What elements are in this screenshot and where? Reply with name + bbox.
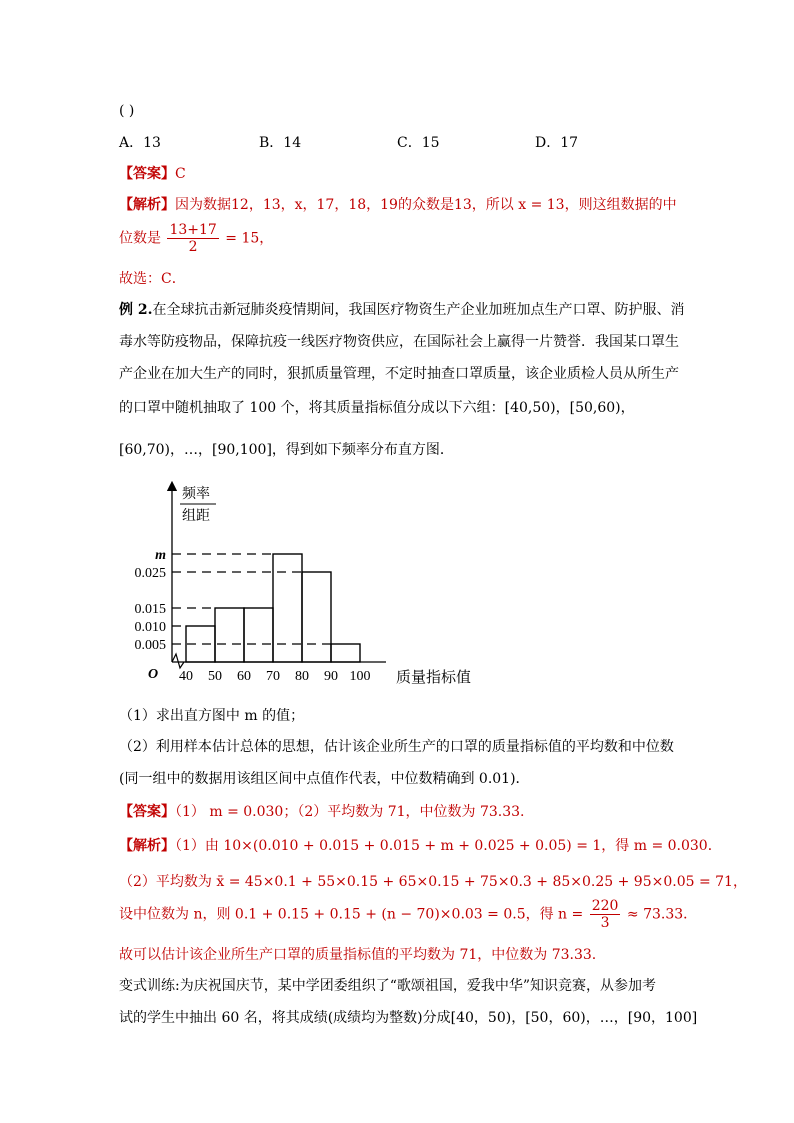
answer-1	[119, 164, 679, 184]
x-tick-label: 100	[349, 669, 371, 684]
y-tick-label: 0.005	[134, 638, 166, 653]
answer-2-text: （1） m = 0.030；（2）平均数为 71，中位数为 73.33.	[175, 804, 525, 820]
answer-value: C	[175, 166, 186, 182]
answer-2-tag: 【答案】	[119, 804, 175, 820]
fraction-numerator: 13+17	[169, 222, 217, 238]
answer-2	[119, 802, 679, 822]
axis-break-icon	[172, 654, 184, 668]
analysis-2-tag: 【解析】	[119, 838, 175, 854]
option-a: A．13	[119, 135, 161, 151]
y-label-bottom: 组距	[182, 509, 210, 524]
x-tick-label: 90	[324, 669, 338, 684]
y-label-top: 频率	[182, 487, 210, 502]
y-tick-label: 0.010	[134, 620, 166, 635]
analysis-1-line2	[119, 222, 679, 262]
example-text: 在全球抗击新冠肺炎疫情期间，我国医疗物资生产企业加班加点生产口罩、防护服、消	[152, 302, 685, 318]
example-2-p3: 产企业在加大生产的同时，狠抓质量管理，不定时抽查口罩质量，该企业质检人员从所生产	[119, 366, 679, 382]
analysis-text: 因为数据12，13，x，17，18，19的众数是13，所以 x = 13，则这组数据的中	[175, 197, 677, 213]
subquestion-2-line1: （2）利用样本估计总体的思想，估计该企业所生产的口罩的质量指标值的平均数和中位数	[119, 739, 674, 755]
frequency-histogram	[120, 478, 500, 690]
example-2-p1	[119, 300, 685, 320]
ticks-group	[135, 548, 371, 684]
option-c: C．15	[397, 135, 440, 151]
option-b: B．14	[259, 135, 302, 151]
histogram-bar-6	[331, 644, 360, 662]
analysis-median-suffix: = 15，	[225, 230, 274, 247]
question-paren: ( )	[119, 103, 135, 119]
bars-group	[186, 554, 360, 662]
analysis-tag: 【解析】	[119, 197, 175, 213]
x-tick-label: 80	[295, 669, 309, 684]
conclusion-1: 故选：C．	[119, 271, 186, 287]
x-tick-label: 60	[237, 669, 251, 684]
option-d: D．17	[535, 135, 579, 151]
analysis-2-line1	[119, 836, 722, 856]
analysis-2-line3-prefix: 设中位数为 n，则 0.1 + 0.15 + 0.15 + (n − 70)×0.03 = 0.5，得 n =	[119, 906, 584, 923]
example-2-p4: 的口罩中随机抽取了 100 个，将其质量指标值分成以下六组：[40,50)，[50,60)，	[119, 400, 635, 416]
analysis-2-line3	[119, 898, 698, 940]
histogram-bar-2	[215, 608, 244, 662]
x-tick-label: 40	[179, 669, 193, 684]
fraction-numerator: 220	[591, 898, 619, 914]
histogram-bar-4	[273, 554, 302, 662]
analysis-2-line2: （2）平均数为 x̄ = 45×0.1 + 55×0.15 + 65×0.15 + 75×0.3 + 85×0.25 + 95×0.05 = 71，	[119, 874, 747, 890]
example-2-p2: 毒水等防疫物品，保障抗疫一线医疗物资供应，在国际社会上赢得一片赞誉．我国某口罩生	[119, 334, 679, 350]
y-tick-label: m	[155, 548, 166, 563]
analysis-1-line1	[119, 195, 679, 215]
analysis-median-prefix: 位数是	[119, 230, 161, 247]
example-label: 例 2.	[119, 302, 153, 318]
example-2-p5: [60,70)，…，[90,100]，得到如下频率分布直方图．	[119, 442, 454, 458]
options-row	[119, 133, 679, 153]
x-tick-label: 50	[208, 669, 222, 684]
analysis-2-line3-suffix: ≈ 73.33．	[626, 906, 698, 923]
fraction-denominator: 2	[188, 239, 198, 255]
variant-line2: 试的学生中抽出 60 名，将其成绩(成绩均为整数)分成[40，50)，[50，60)，…，[90，100]	[119, 1010, 698, 1026]
histogram-bar-5	[302, 572, 331, 662]
answer-tag: 【答案】	[119, 166, 175, 182]
median-fraction	[167, 222, 218, 255]
subquestion-2-line2: (同一组中的数据用该组区间中点值作代表，中位数精确到 0.01)．	[119, 771, 530, 787]
y-tick-label: 0.025	[134, 566, 166, 581]
analysis-2-text: （1）由 10×(0.010 + 0.015 + 0.015 + m + 0.025 + 0.05) = 1，得 m = 0.030．	[175, 838, 722, 854]
subquestion-1: （1）求出直方图中 m 的值；	[119, 708, 305, 724]
conclusion-2: 故可以估计该企业所生产口罩的质量指标值的平均数为 71，中位数为 73.33.	[119, 947, 597, 963]
y-tick-label: 0.015	[134, 602, 166, 617]
fraction-denominator: 3	[600, 915, 610, 931]
variant-line1: 变式训练:为庆祝国庆节，某中学团委组织了“歌颂祖国，爱我中华”知识竞赛，从参加考	[119, 978, 657, 994]
origin-label: O	[148, 667, 159, 682]
x-axis-label: 质量指标值	[396, 670, 472, 686]
x-tick-label: 70	[266, 669, 280, 684]
median-n-fraction	[590, 898, 621, 931]
histogram-bar-3	[244, 608, 273, 662]
